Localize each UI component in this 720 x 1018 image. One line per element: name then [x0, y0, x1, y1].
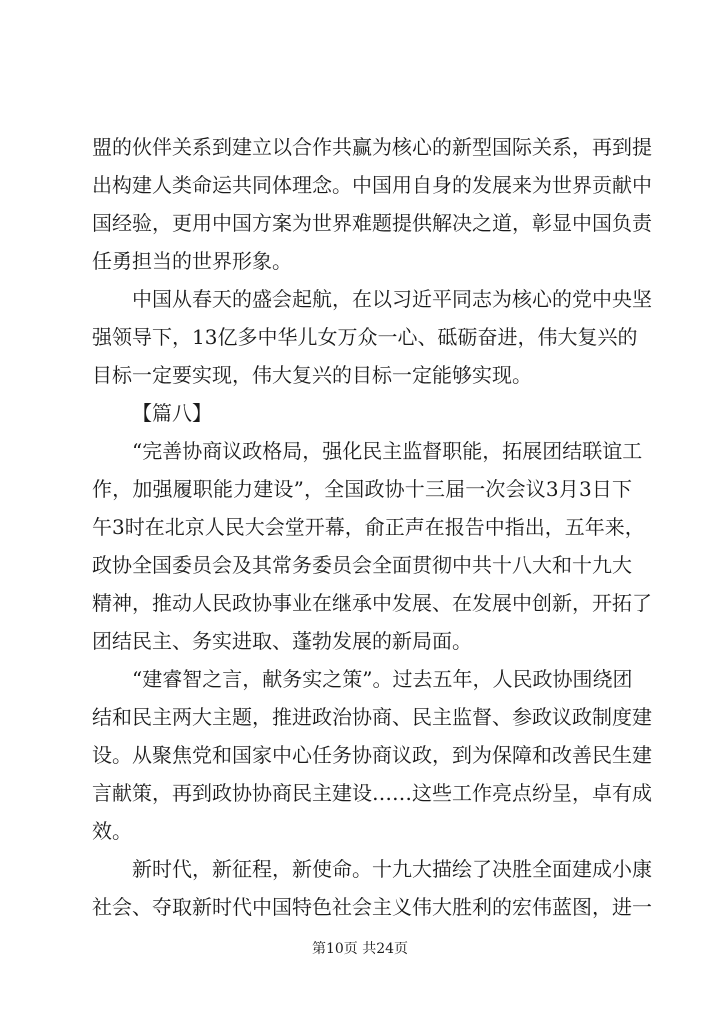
paragraph-3-line-6: 团结民主、务实进取、蓬勃发展的新局面。 — [92, 629, 472, 653]
paragraph-1-line-2: 出构建人类命运共同体理念。中国用自身的发展来为世界贡献中 — [92, 173, 652, 197]
paragraph-1-line-3: 国经验，更用中国方案为世界难题提供解决之道，彰显中国负责 — [92, 211, 652, 235]
paragraph-4-line-5: 效。 — [92, 819, 132, 843]
paragraph-3-line-4: 政协全国委员会及其常务委员会全面贯彻中共十八大和十九大 — [92, 553, 632, 577]
section-heading: 【篇八】 — [132, 401, 212, 425]
paragraph-4-line-2: 结和民主两大主题，推进政治协商、民主监督、参政议政制度建 — [92, 705, 652, 729]
paragraph-4-line-1: “建睿智之言，献务实之策”。过去五年，人民政协围绕团 — [132, 667, 633, 691]
page-number-footer: 第10页 共24页 — [311, 941, 409, 957]
paragraph-2-line-2: 强领导下，13亿多中华儿女万众一心、砥砺奋进，伟大复兴的 — [92, 325, 638, 349]
paragraph-5-line-2: 社会、夺取新时代中国特色社会主义伟大胜利的宏伟蓝图，进一 — [92, 895, 652, 919]
paragraph-3-line-2: 作，加强履职能力建设”，全国政协十三届一次会议3月3日下 — [92, 477, 632, 501]
paragraph-3-line-1: “完善协商议政格局，强化民主监督职能，拓展团结联谊工 — [132, 439, 643, 463]
paragraph-2-line-1: 中国从春天的盛会起航，在以习近平同志为核心的党中央坚 — [132, 287, 652, 311]
paragraph-4-line-3: 设。从聚焦党和国家中心任务协商议政，到为保障和改善民生建 — [92, 743, 652, 767]
paragraph-1-line-4: 任勇担当的世界形象。 — [92, 249, 292, 273]
paragraph-1-line-1: 盟的伙伴关系到建立以合作共赢为核心的新型国际关系，再到提 — [92, 135, 652, 159]
paragraph-3-line-5: 精神，推动人民政协事业在继承中发展、在发展中创新，开拓了 — [92, 591, 652, 615]
paragraph-2-line-3: 目标一定要实现，伟大复兴的目标一定能够实现。 — [92, 363, 532, 387]
paragraph-4-line-4: 言献策，再到政协协商民主建设……这些工作亮点纷呈，卓有成 — [92, 781, 652, 805]
paragraph-3-line-3: 午3时在北京人民大会堂开幕，俞正声在报告中指出，五年来， — [92, 515, 645, 539]
paragraph-5-line-1: 新时代，新征程，新使命。十九大描绘了决胜全面建成小康 — [132, 857, 652, 881]
